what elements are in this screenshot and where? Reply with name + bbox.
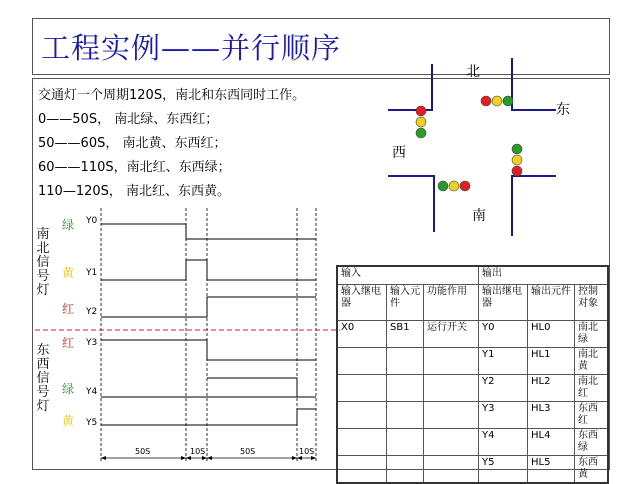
table-cell [424,347,479,374]
waveform-y1 [101,260,316,280]
table-row [337,401,608,428]
signal-name-y0: Y0 [86,216,98,226]
table-group-output: 输出 [479,266,609,284]
arrow-1r [186,456,191,460]
table-cell: HL5 [528,455,575,483]
direction-north: 北 [466,64,480,80]
table-cell: Y1 [479,347,528,374]
table-cell: Y4 [479,428,528,455]
signal-name-y1: Y1 [86,268,98,278]
table-cell [337,347,387,374]
table-cell: 东西红 [575,401,609,428]
table-cell [387,401,424,428]
table-cell [337,428,387,455]
table-cell: HL0 [528,320,575,347]
waveform-y0 [101,224,316,239]
direction-south: 南 [472,208,486,224]
table-col-header: 功能作用 [424,284,479,320]
table-cell [424,455,479,483]
table-col-header: 输入元件 [387,284,424,320]
table-row [337,320,608,347]
waveform-y2 [101,297,316,317]
color-label-y0: 绿 [62,218,75,232]
table-group-input: 输入 [337,266,479,284]
table-cell: SB1 [387,320,424,347]
description-line-5: 110—120S， 南北红、东西黄。 [38,184,231,199]
color-label-y2: 红 [62,302,75,316]
arrow-1l [181,456,186,460]
table-col-header: 输出元件 [528,284,575,320]
arrow-4l [311,456,316,460]
duration-label-4: 10S [299,447,315,456]
description-line-4: 60——110S，南北红、东西绿； [38,160,231,175]
waveform-y4 [101,378,297,397]
table-header-row [337,284,608,320]
waveform-y4-tail [207,378,316,397]
table-cell [424,428,479,455]
signal-name-y3: Y3 [86,338,98,348]
table-cell: 东西绿 [575,428,609,455]
table-cell [337,374,387,401]
table-cell [337,401,387,428]
table-col-header: 输入继电器 [337,284,387,320]
color-label-y4: 绿 [62,382,75,396]
table-cell: HL1 [528,347,575,374]
table-cell: 运行开关 [424,320,479,347]
table-cell [387,347,424,374]
table-cell: 东西黄 [575,455,609,483]
duration-label-2: 10S [190,447,206,456]
table-cell [387,428,424,455]
table-cell: HL2 [528,374,575,401]
table-row [337,347,608,374]
table-row [337,428,608,455]
table-cell: HL3 [528,401,575,428]
table-cell [387,455,424,483]
description-line-1: 交通灯一个周期120S，南北和东西同时工作。 [38,88,306,103]
table-cell: Y2 [479,374,528,401]
table-cell: Y3 [479,401,528,428]
arrow-2r [207,456,212,460]
table-cell: Y0 [479,320,528,347]
signal-name-y4: Y4 [86,387,98,397]
table-row [337,455,608,483]
table-col-header: 控制对象 [575,284,609,320]
duration-label-3: 50S [240,447,256,456]
table-row [337,374,608,401]
table-cell [424,401,479,428]
table-cell: 南北黄 [575,347,609,374]
signal-name-y5: Y5 [86,418,98,428]
group-label-ns: 南 北 信 号 灯 [36,227,50,298]
arrow-3r [297,456,302,460]
table-cell: 南北绿 [575,320,609,347]
description-line-3: 50——60S， 南北黄、东西红； [38,136,227,151]
color-label-y5: 黄 [62,414,75,428]
arrow-3l [292,456,297,460]
table-cell: 南北红 [575,374,609,401]
table-cell: X0 [337,320,387,347]
io-table [336,265,609,484]
arrow-0r [101,456,106,460]
direction-west: 西 [392,145,406,161]
signal-name-y2: Y2 [86,307,98,317]
page-title: 工程实例——并行顺序 [41,31,342,65]
waveform-y3 [101,340,316,360]
color-label-y1: 黄 [62,266,75,280]
waveform-y5 [101,409,316,425]
table-col-header: 输出继电器 [479,284,528,320]
duration-label-1: 50S [135,447,151,456]
color-label-y3: 红 [62,336,75,350]
table-cell: Y5 [479,455,528,483]
table-cell [424,374,479,401]
table-cell: HL4 [528,428,575,455]
table-cell [387,374,424,401]
direction-east: 东 [556,102,570,118]
arrow-2l [202,456,207,460]
description-line-2: 0——50S， 南北绿、东西红； [38,112,219,127]
table-cell [337,455,387,483]
group-label-ew: 东 西 信 号 灯 [36,343,50,414]
